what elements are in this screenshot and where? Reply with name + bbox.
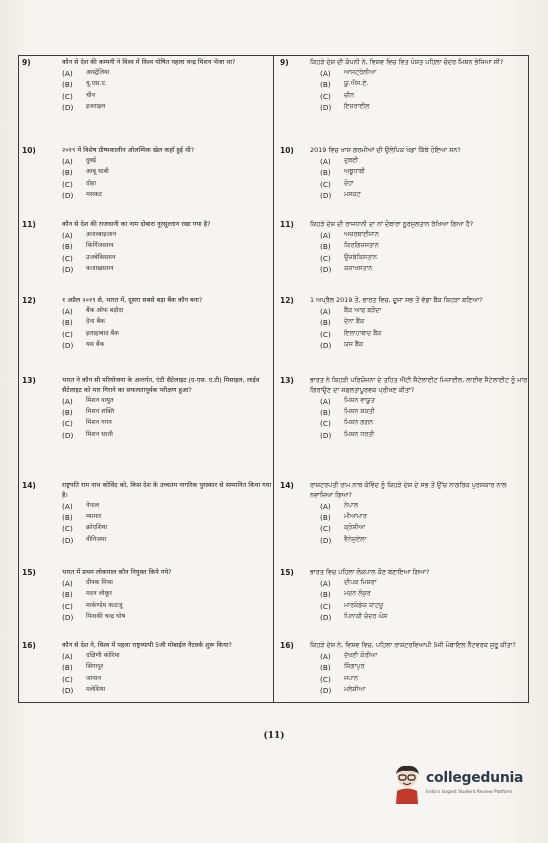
answer-option [62,306,272,317]
option-label: (A) [320,307,331,317]
answer-option [320,102,530,113]
question-text: कौन से देश की राजधानी का नाम दोबारा नूरसुल्तान रखा गया है? [62,220,211,228]
question-item [22,568,272,623]
question-row [280,376,530,396]
option-label: (B) [62,408,73,418]
option-label: (D) [320,103,332,113]
option-label: (D) [62,613,74,623]
question-number: 12) [280,296,294,305]
question-text: 1 ਅਪ੍ਰੈਲ 2019 ਤੋਂ, ਭਾਰਤ ਵਿਚ, ਦੂਜਾ ਸਭ ਤੋਂ ਵੱਡਾ ਬੈਂਕ ਕਿਹੜਾ ਬਣਿਆ? [310,296,483,304]
answer-option [62,396,272,407]
option-label: (A) [320,69,331,79]
question-row [22,220,272,230]
option-label: (D) [320,535,332,545]
option-text: सिंगापुर [86,663,104,671]
option-text: इजराइल [86,103,106,111]
option-label: (D) [62,535,74,545]
question-row [280,146,530,156]
option-label: (A) [320,501,331,511]
answer-option [320,264,530,275]
question-item [280,146,530,201]
option-label: (C) [320,419,331,429]
answer-option [320,418,530,429]
option-label: (C) [320,179,331,189]
option-text: ਅਬੂਧਾਬੀ [344,168,365,176]
answer-option [62,430,272,441]
option-text: यस बैंक [86,341,105,349]
option-label: (C) [320,91,331,101]
option-text: ਕਜ਼ਾਖਸਤਾਨ [344,265,373,273]
question-text: १ अप्रैल २०१९ से, भारत में, दूसरा सबसे बड़ा बैंक कौन बना? [62,296,203,304]
question-text: ਕਿਹੜੇ ਦੇਸ਼ ਦੀ ਕੰਪਨੀ ਨੇ, ਵਿਸ਼ਵ ਵਿਚ ਵਿਤ ਪੋਸ਼ਤ ਪਹਿਲਾ ਚੰਦਰ ਮਿਸ਼ਨ ਭੇਜਿਆ ਸੀ? [310,58,504,66]
option-label: (C) [62,674,73,684]
brand-name: collegedunia [426,770,524,786]
option-label: (A) [62,307,73,317]
option-label: (A) [320,396,331,406]
question-item [280,220,530,275]
option-text: ਦੋਹਾ [344,179,354,187]
answer-option [320,396,530,407]
answer-option [320,68,530,79]
option-text: जापान [86,674,102,682]
option-label: (C) [320,674,331,684]
option-text: ਦੁਬਈ [344,157,358,165]
brand-tagline: India's largest Student Review Platform [426,790,513,795]
option-label: (D) [320,265,332,275]
question-text: कौन से देश की कम्पनी ने विश्व में विश्व पोषित पहला चन्द्र मिशन भेजा था? [62,58,236,66]
option-text: बैंक ऑफ बड़ौदा [86,307,124,315]
option-label: (A) [62,157,73,167]
option-text: ਮਲੇਸ਼ੀਆ [344,686,366,694]
answer-option [62,79,272,90]
question-row [22,146,272,156]
option-text: ਮਿਸ਼ਨ ਸ਼ਕਤੀ [344,408,375,416]
question-text: राष्ट्रपति राम नाथ कोविंद को, किस देश के उच्चतम नागरिक पुरस्कार से सम्मानित किया गया है। [62,481,272,499]
answer-option [320,340,530,351]
answer-option [62,651,272,662]
option-text: ਸਿੰਗਾਪੁਰ [344,663,365,671]
question-row [22,296,272,306]
question-item [280,568,530,623]
option-label: (B) [320,242,331,252]
question-item [280,296,530,351]
option-text: मिशन वायुत [86,396,114,404]
answer-option [320,179,530,190]
option-text: ਕਿਰਗਿਜ਼ਸਤਾਨ [344,242,379,250]
option-text: ਦੇਨਾ ਬੈਂਕ [344,318,365,326]
answer-option [62,317,272,328]
answer-option [62,167,272,178]
question-text: ਕਿਹੜੇ ਦੇਸ਼ ਨੇ, ਵਿਸ਼ਵ ਵਿਚ, ਪਹਿਲਾ ਰਾਸ਼ਟਰਵਿਆਪੀ 5ਜੀ ਮੋਬਾਇਲ ਨੈੱਟਵਰਕ ਸ਼ੁਰੂ ਕੀਤਾ? [310,641,516,649]
option-label: (B) [62,80,73,90]
option-label: (C) [320,601,331,611]
answer-option [62,407,272,418]
student-avatar-icon [392,764,422,804]
question-row [22,376,272,396]
option-text: मलेशिया [86,686,106,694]
answer-option [62,523,272,534]
answer-option [62,190,272,201]
option-text: ਮਾਰਕੰਡੇਯ ਕਾਟਜੂ [344,601,384,609]
answer-option [62,230,272,241]
option-text: ਮਦਨ ਲੋਕੁਰ [344,590,371,598]
option-text: कजाखस्तान [86,265,114,273]
answer-option [320,578,530,589]
option-label: (A) [62,69,73,79]
option-label: (A) [320,231,331,241]
option-label: (D) [320,430,332,440]
answer-option [62,578,272,589]
option-text: दीपक मिश्रा [86,579,113,587]
question-row [22,58,272,68]
question-item [22,641,272,696]
answer-option [62,241,272,252]
option-label: (C) [62,601,73,611]
option-text: ਨੇਪਾਲ [344,501,359,509]
answer-option [62,501,272,512]
option-text: अजरबाइजान [86,231,117,239]
question-row [280,296,530,306]
question-item [280,641,530,696]
question-item [22,58,272,113]
option-label: (B) [62,168,73,178]
option-text: पिनाकी चन्द्र घोष [86,613,126,621]
question-item [22,296,272,351]
option-text: दोहा [86,179,96,187]
option-label: (A) [320,579,331,589]
option-label: (C) [320,524,331,534]
option-label: (B) [320,663,331,673]
option-label: (C) [62,253,73,263]
answer-option [320,674,530,685]
question-number: 15) [280,568,294,577]
option-text: आस्ट्रेलिया [86,69,110,77]
answer-option [62,179,272,190]
answer-option [320,329,530,340]
option-label: (D) [62,191,74,201]
answer-option [62,156,272,167]
option-text: मार्कण्डेय काटजू [86,601,123,609]
question-row [22,568,272,578]
option-text: ਯੂ.ਐਸ.ਏ. [344,80,369,88]
option-label: (D) [62,686,74,696]
answer-option [62,418,272,429]
answer-option [320,167,530,178]
page-number: (11) [263,731,285,741]
option-text: मिशन धरती [86,430,113,438]
answer-option [320,601,530,612]
option-label: (B) [320,80,331,90]
option-text: ਕ੍ਰੋਸ਼ੀਆ [344,524,366,532]
answer-option [62,253,272,264]
question-row [280,58,530,68]
option-text: ਮਿਸ਼ਨ ਵਾਯੂਤ [344,396,375,404]
question-text: ਰਾਸ਼ਟਰਪਤੀ ਰਾਮ ਨਾਥ ਕੋਵਿੰਦ ਨੂੰ ਕਿਹੜੇ ਦੇਸ਼ ਦੇ ਸਭ ਤੋਂ ਉੱਚ ਨਾਗਰਿਕ ਪੁਰਸਕਾਰ ਨਾਲ ਨਵਾਜ਼ਿਆ ਗਿਆ? [310,481,507,499]
question-item [22,376,272,441]
option-text: किर्गिजस्तान [86,242,114,250]
answer-option [62,512,272,523]
answer-option [320,651,530,662]
option-label: (C) [62,179,73,189]
question-number: 14) [280,481,294,490]
option-label: (A) [62,396,73,406]
option-label: (B) [62,513,73,523]
option-label: (B) [62,590,73,600]
option-label: (D) [62,265,74,275]
option-text: ਇਜ਼ਰਾਈਲ [344,103,370,111]
option-text: ਉਜ਼ਬੇਕਿਸਤਾਨ [344,253,377,261]
answer-option [320,685,530,696]
answer-option [62,601,272,612]
option-label: (C) [62,91,73,101]
answer-option [320,535,530,546]
option-text: ਅਜ਼ਰਬਾਈਜਾਨ [344,231,379,239]
question-number: 16) [280,641,294,650]
answer-option [62,329,272,340]
question-number: 9) [22,58,31,67]
option-text: दक्षिणी कोरिया [86,652,120,660]
option-text: ਆਸਟ੍ਰੇਲੀਆ [344,69,376,77]
option-label: (C) [62,419,73,429]
answer-option [320,230,530,241]
option-label: (C) [62,524,73,534]
option-label: (A) [62,501,73,511]
question-item [22,481,272,546]
option-text: ਵੈਨੇਜ਼ੁਏਲਾ [344,535,367,543]
question-row [280,481,530,501]
answer-option [320,512,530,523]
answer-option [320,612,530,623]
option-label: (A) [320,652,331,662]
question-number: 10) [22,146,36,155]
option-label: (D) [320,613,332,623]
question-row [280,641,530,651]
answer-option [62,68,272,79]
option-label: (C) [62,329,73,339]
answer-option [320,241,530,252]
question-text: कौन से देश ने, विश्व में पहला राष्ट्रव्यापी 5जी मोबाईल नैटवर्क शुरू किया? [62,641,232,649]
question-text: ਭਾਰਤ ਵਿਚ ਪਹਿਲਾ ਲੋਕਪਾਲ ਕੌਣ ਬਣਾਇਆ ਗਿਆ? [310,568,430,576]
answer-option [62,674,272,685]
option-text: ਪਿਨਾਕੀ ਚੰਦਰ ਘੋਸ਼ [344,613,388,621]
option-text: नेपाल [86,501,99,509]
option-text: यू.एस.ए. [86,80,107,88]
option-label: (B) [320,318,331,328]
option-label: (A) [320,157,331,167]
question-text: ਕਿਹੜੇ ਦੇਸ਼ ਦੀ ਰਾਜਧਾਨੀ ਦਾ ਨਾਂ ਦੋਬਾਰਾ ਨੂਰਸੁਲਤਾਨ ਰੱਖਿਆ ਗਿਆ ਹੈ? [310,220,474,228]
option-text: ਮਿਸ਼ਨ ਗਗਨ [344,419,374,427]
answer-option [320,407,530,418]
option-text: ਮਿਸ਼ਨ ਧਰਤੀ [344,430,375,438]
question-number: 9) [280,58,289,67]
option-text: ਜਪਾਨ [344,674,358,682]
option-text: वीनिजमा [86,535,107,543]
question-row [22,481,272,501]
brand-logo [392,764,542,810]
column-divider [273,55,274,703]
answer-option [62,535,272,546]
option-text: मदन लोकूर [86,590,112,598]
option-text: ਚੀਨ [344,91,355,99]
answer-option [62,685,272,696]
option-text: चीन [86,91,96,99]
answer-option [62,340,272,351]
option-text: ਮੀਆਂਮਾਰ [344,513,367,521]
option-label: (D) [320,191,332,201]
option-text: ਬੈਂਕ ਆਫ ਬੜੌਦਾ [344,307,382,315]
answer-option [320,306,530,317]
option-text: क्रोएशिया [86,524,108,532]
answer-option [62,91,272,102]
question-number: 12) [22,296,36,305]
option-label: (D) [320,686,332,696]
option-label: (A) [62,231,73,241]
answer-option [62,589,272,600]
option-label: (D) [320,341,332,351]
question-number: 14) [22,481,36,490]
option-label: (B) [320,513,331,523]
option-label: (B) [62,663,73,673]
option-text: इलाहाबाद बैंक [86,329,119,337]
question-number: 10) [280,146,294,155]
option-label: (C) [320,253,331,263]
question-number: 11) [22,220,36,229]
option-text: ਇਲਾਹਾਬਾਦ ਬੈਂਕ [344,329,382,337]
answer-option [320,501,530,512]
question-text: भारत में प्रथम लोकपाल कौन नियुक्त किये गये? [62,568,172,576]
option-label: (A) [62,579,73,589]
option-text: म्यामार [86,513,102,521]
answer-option [320,79,530,90]
question-number: 16) [22,641,36,650]
question-row [280,220,530,230]
question-text: २०१९ में विशेष ग्रीष्मकालीन ओलम्पिक खेल कहाँ हुई थी? [62,146,195,154]
question-text: ਭਾਰਤ ਨੇ ਕਿਹੜੀ ਪਰਿਯੋਜਨਾ ਦੇ ਤਹਿਤ ਐਂਟੀ ਸੈਟੇਲਾਈਟ ਮਿਜ਼ਾਈਲ, ਲਾਈਵ ਸੈਟੇਲਾਈਟ ਨੂੰ ਮਾਰ ਗਿਰਾਉਣ ਦਾ ਸਫਲਤਾਪੂਰਵਕ ਪ੍ਰੀਖਣ ਕੀਤਾ? [310,376,528,394]
option-text: मिशन शक्ति [86,408,115,416]
answer-option [62,662,272,673]
answer-option [320,589,530,600]
answer-option [320,253,530,264]
option-label: (B) [62,318,73,328]
option-text: ਮਸਕਟ [344,191,361,199]
answer-option [320,156,530,167]
option-label: (D) [62,103,74,113]
option-label: (B) [320,168,331,178]
answer-option [62,264,272,275]
option-text: ਦੱਖਣੀ ਕੋਰੀਆ [344,652,378,660]
answer-option [62,612,272,623]
answer-option [320,190,530,201]
question-item [22,220,272,275]
option-text: ਯਸ ਬੈਂਕ [344,341,364,349]
option-label: (B) [62,242,73,252]
question-row [280,568,530,578]
option-label: (B) [320,590,331,600]
option-label: (C) [320,329,331,339]
option-text: आबू धाबी [86,168,109,176]
answer-option [320,91,530,102]
question-text: 2019 ਵਿਚ ਖਾਸ ਗਰਮੀਆਂ ਦੀ ਉਲੰਪਿਕ ਖੇਡਾਂ ਕਿੱਥੇ ਹੋਇਆ ਸਨ? [310,146,461,154]
option-text: उजबेकिस्तान [86,253,116,261]
question-item [22,146,272,201]
option-text: ਦੀਪਕ ਮਿਸ਼ਰਾ [344,579,377,587]
option-label: (D) [62,430,74,440]
answer-option [320,317,530,328]
option-text: मिशन गगन [86,419,112,427]
option-text: दुबई [86,157,97,165]
question-item [280,58,530,113]
question-number: 13) [280,376,294,385]
question-item [280,376,530,441]
option-text: देना बैंक [86,318,105,326]
option-label: (B) [320,408,331,418]
question-number: 15) [22,568,36,577]
answer-option [320,662,530,673]
option-text: मसकट [86,191,103,199]
question-text: भारत ने कौन सी परियोजना के अन्तर्गत, एंटी सैटेलाइट (ए-एस. ए.टी) मिसाइल, लाईव सैटेलाइट को मार गिराने का सफलतापूर्वक परीक्षण हुआ? [62,376,260,394]
answer-option [62,102,272,113]
question-number: 11) [280,220,294,229]
answer-option [320,523,530,534]
question-item [280,481,530,546]
question-row [22,641,272,651]
option-label: (A) [62,652,73,662]
question-number: 13) [22,376,36,385]
answer-option [320,430,530,441]
option-label: (D) [62,341,74,351]
